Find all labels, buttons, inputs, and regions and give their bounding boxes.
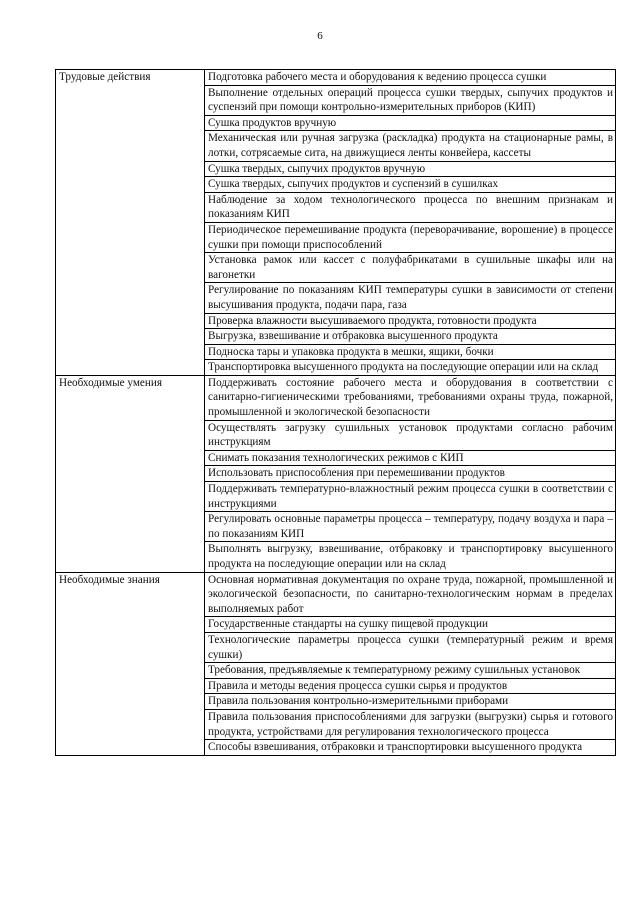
section-item: Сушка твердых, сыпучих продуктов и суспензий в сушилках <box>205 177 616 193</box>
section-item: Осуществлять загрузку сушильных установок продуктами согласно рабочим инструкциям <box>205 420 616 450</box>
section-item: Регулирование по показаниям КИП температуры сушки в зависимости от степени высушивания продукта, подачи пара, газа <box>205 283 616 313</box>
section-item: Выполнять выгрузку, взвешивание, отбраковку и транспортировку высушенного продукта на последующие операции или на склад <box>205 542 616 572</box>
section-item: Поддерживать состояние рабочего места и оборудования в соответствии с санитарно-гигиеническими требованиями, требованиями охраны труда, пожарной, промышленной и экологической безопасности <box>205 375 616 420</box>
page-number: 6 <box>317 30 323 42</box>
section-item: Сушка продуктов вручную <box>205 115 616 131</box>
section-item: Наблюдение за ходом технологического процесса по внешним признакам и показаниям КИП <box>205 192 616 222</box>
section-item: Снимать показания технологических режимов с КИП <box>205 450 616 466</box>
table-row <box>56 572 616 617</box>
table-body <box>56 70 616 756</box>
section-item: Подготовка рабочего места и оборудования к ведению процесса сушки <box>205 70 616 86</box>
section-item: Поддерживать температурно-влажностный режим процесса сушки в соответствии с инструкциями <box>205 482 616 512</box>
section-label: Необходимые умения <box>56 375 205 572</box>
section-item: Способы взвешивания, отбраковки и транспортировки высушенного продукта <box>205 740 616 756</box>
section-item: Механическая или ручная загрузка (раскладка) продукта на стационарные рамы, в лотки, сотрясаемые сита, на движущиеся ленты конвейера, кассеты <box>205 131 616 161</box>
section-item: Правила и методы ведения процесса сушки сырья и продуктов <box>205 678 616 694</box>
section-item: Сушка твердых, сыпучих продуктов вручную <box>205 161 616 177</box>
section-item: Регулировать основные параметры процесса – температуру, подачу воздуха и пара – по показаниям КИП <box>205 512 616 542</box>
section-item: Периодическое перемешивание продукта (переворачивание, ворошение) в процессе сушки при помощи приспособлений <box>205 222 616 252</box>
section-label: Необходимые знания <box>56 572 205 755</box>
section-item: Подноска тары и упаковка продукта в мешки, ящики, бочки <box>205 344 616 360</box>
section-item: Технологические параметры процесса сушки (температурный режим и время сушки) <box>205 632 616 662</box>
section-item: Выполнение отдельных операций процесса сушки твердых, сыпучих продуктов и суспензий при помощи контрольно-измерительных приборов (КИП) <box>205 85 616 115</box>
section-item: Проверка влажности высушиваемого продукта, готовности продукта <box>205 313 616 329</box>
section-item: Правила пользования контрольно-измерительными приборами <box>205 694 616 710</box>
competency-table <box>55 69 616 756</box>
section-item: Основная нормативная документация по охране труда, пожарной, промышленной и экологической безопасности, по санитарно-технологическим нормам в пределах выполняемых работ <box>205 572 616 617</box>
section-item: Транспортировка высушенного продукта на последующие операции или на склад <box>205 360 616 376</box>
section-item: Использовать приспособления при перемешивании продуктов <box>205 466 616 482</box>
section-item: Выгрузка, взвешивание и отбраковка высушенного продукта <box>205 329 616 345</box>
section-label: Трудовые действия <box>56 70 205 376</box>
section-item: Правила пользования приспособлениями для загрузки (выгрузки) сырья и готового продукта, устройствами для регулирования технологического процесса <box>205 709 616 739</box>
section-item: Государственные стандарты на сушку пищевой продукции <box>205 617 616 633</box>
table-row <box>56 375 616 420</box>
section-item: Требования, предъявляемые к температурному режиму сушильных установок <box>205 663 616 679</box>
table-row <box>56 70 616 86</box>
section-item: Установка рамок или кассет с полуфабрикатами в сушильные шкафы или на вагонетки <box>205 253 616 283</box>
